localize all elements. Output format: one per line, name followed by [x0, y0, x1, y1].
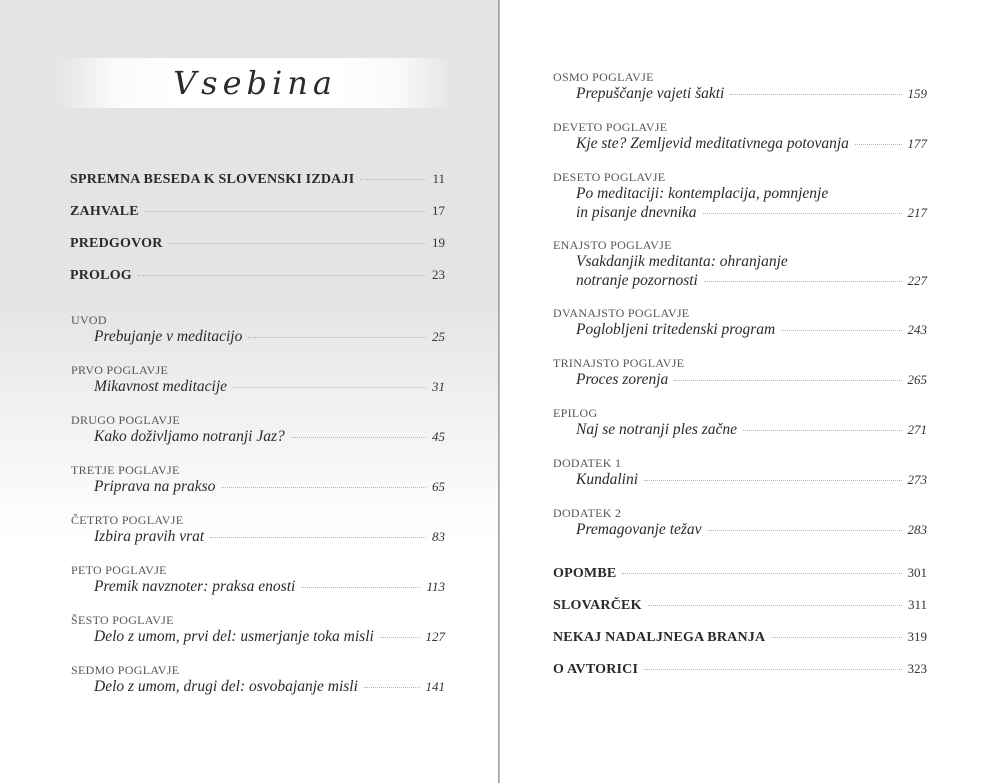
chapter-title-line1: Vsakdanjik meditanta: ohranjanje: [576, 253, 788, 270]
dot-leader: [360, 179, 426, 180]
dot-leader: [210, 537, 426, 538]
chapter-heading: ČETRTO POGLAVJE: [71, 513, 184, 527]
chapter-title: in pisanje dnevnika: [576, 204, 697, 221]
chapter-title: Poglobljeni tritedenski program: [576, 321, 776, 338]
dot-leader: [364, 687, 420, 688]
entry-label: SLOVARČEK: [553, 598, 642, 613]
entry-label: PROLOG: [70, 268, 132, 283]
page-number: 45: [432, 429, 445, 444]
page-number: 177: [907, 136, 927, 151]
entry-label: PREDGOVOR: [70, 236, 163, 251]
page-number: 83: [432, 529, 445, 544]
dot-leader: [138, 275, 426, 276]
chapter-heading: DRUGO POGLAVJE: [71, 413, 180, 427]
toc-entry-chapter[interactable]: [553, 406, 927, 439]
toc-entry-chapter[interactable]: [553, 70, 927, 103]
dot-leader: [233, 387, 426, 388]
page-number: 11: [432, 171, 445, 186]
page-number: 283: [907, 522, 927, 537]
chapter-heading: DESETO POGLAVJE: [553, 170, 666, 184]
chapter-heading: TRINAJSTO POGLAVJE: [553, 356, 685, 370]
toc-entry-chapter[interactable]: [553, 120, 927, 153]
dot-leader: [648, 605, 902, 606]
page-number: 311: [907, 597, 927, 612]
toc-entry-chapter[interactable]: [71, 663, 445, 696]
toc-entry-front-matter[interactable]: [70, 267, 445, 284]
page-number: 319: [907, 629, 927, 644]
page-number: 265: [907, 372, 927, 387]
chapter-heading: DVANAJSTO POGLAVJE: [553, 306, 690, 320]
chapter-heading: UVOD: [71, 313, 107, 327]
page-number: 65: [432, 479, 445, 494]
toc-entry-chapter[interactable]: [553, 306, 927, 339]
chapter-title: Delo z umom, drugi del: osvobajanje misli: [94, 678, 358, 695]
dot-leader: [674, 380, 901, 381]
chapter-heading: OSMO POGLAVJE: [553, 70, 654, 84]
toc-entry-chapter[interactable]: [71, 313, 445, 346]
chapter-title: Prebujanje v meditacijo: [94, 328, 243, 345]
chapter-title: Premagovanje težav: [576, 521, 702, 538]
chapter-heading: ENAJSTO POGLAVJE: [553, 238, 672, 252]
page-number: 141: [425, 679, 445, 694]
chapter-title: Naj se notranji ples začne: [576, 421, 738, 438]
page-number: 159: [907, 86, 927, 101]
chapter-title: Delo z umom, prvi del: usmerjanje toka misli: [94, 628, 374, 645]
chapter-title: Mikavnost meditacije: [94, 378, 227, 395]
entry-label: O AVTORICI: [553, 662, 639, 677]
page-number: 127: [425, 629, 445, 644]
chapter-heading: SEDMO POGLAVJE: [71, 663, 180, 677]
page-number: 271: [907, 422, 927, 437]
page-number: 19: [432, 235, 445, 250]
chapter-heading: TRETJE POGLAVJE: [71, 463, 180, 477]
entry-label: SPREMNA BESEDA K SLOVENSKI IZDAJI: [70, 172, 355, 187]
chapter-title: Kundalini: [576, 471, 639, 488]
page-number: 25: [432, 329, 445, 344]
page-number: 301: [907, 565, 927, 580]
dot-leader: [169, 243, 426, 244]
toc-entry-chapter[interactable]: [71, 613, 445, 646]
dot-leader: [708, 530, 902, 531]
chapter-title-line1: Po meditaciji: kontemplacija, pomnjenje: [576, 185, 829, 202]
toc-entry-chapter[interactable]: [71, 513, 445, 546]
chapter-heading: PRVO POGLAVJE: [71, 363, 169, 377]
page-number: 23: [432, 267, 445, 282]
toc-entry-chapter[interactable]: [553, 170, 927, 222]
toc-entry-chapter[interactable]: [553, 456, 927, 489]
chapter-heading: DODATEK 1: [553, 456, 622, 470]
page-number: 113: [426, 579, 445, 594]
chapter-heading: DEVETO POGLAVJE: [553, 120, 668, 134]
toc-entry-back-matter[interactable]: [553, 597, 927, 614]
toc-entry-front-matter[interactable]: [70, 203, 445, 220]
dot-leader: [248, 337, 426, 338]
dot-leader: [704, 281, 902, 282]
page-number: 227: [907, 273, 927, 288]
entry-label: NEKAJ NADALJNEGA BRANJA: [553, 630, 766, 645]
toc-entry-back-matter[interactable]: [553, 565, 927, 582]
dot-leader: [145, 211, 426, 212]
dot-leader: [644, 480, 901, 481]
page-number: 17: [432, 203, 445, 218]
chapter-title: Prepuščanje vajeti šakti: [576, 85, 725, 102]
dot-leader: [380, 637, 420, 638]
entry-label: OPOMBE: [553, 566, 617, 581]
toc-entry-front-matter[interactable]: [70, 171, 445, 188]
chapter-title: Proces zorenja: [576, 371, 669, 388]
dot-leader: [703, 213, 902, 214]
toc-entry-chapter[interactable]: [553, 238, 927, 290]
page-number: 31: [432, 379, 445, 394]
toc-entry-chapter[interactable]: [553, 506, 927, 539]
page-number: 273: [907, 472, 927, 487]
dot-leader: [622, 573, 901, 574]
chapter-title: notranje pozornosti: [576, 272, 698, 289]
toc-entry-chapter[interactable]: [71, 463, 445, 496]
toc-title: Vsebina: [173, 64, 337, 102]
page-number: 323: [907, 661, 927, 676]
page-number: 217: [907, 205, 927, 220]
dot-leader: [221, 487, 426, 488]
dot-leader: [743, 430, 901, 431]
toc-title-band: [55, 58, 455, 108]
dot-leader: [301, 587, 420, 588]
chapter-title: Premik navznoter: praksa enosti: [94, 578, 296, 595]
toc-entry-chapter[interactable]: [553, 356, 927, 389]
dot-leader: [855, 144, 902, 145]
dot-leader: [291, 437, 426, 438]
chapter-heading: DODATEK 2: [553, 506, 622, 520]
toc-entry-chapter[interactable]: [71, 363, 445, 396]
entry-label: ZAHVALE: [70, 204, 139, 219]
dot-leader: [644, 669, 901, 670]
dot-leader: [771, 637, 901, 638]
chapter-title: Izbira pravih vrat: [94, 528, 205, 545]
toc-entry-chapter[interactable]: [71, 563, 445, 596]
dot-leader: [781, 330, 901, 331]
dot-leader: [730, 94, 901, 95]
chapter-title: Priprava na prakso: [94, 478, 216, 495]
chapter-heading: PETO POGLAVJE: [71, 563, 167, 577]
chapter-title: Kako doživljamo notranji Jaz?: [94, 428, 285, 445]
chapter-title: Kje ste? Zemljevid meditativnega potovanja: [576, 135, 849, 152]
toc-entry-back-matter[interactable]: [553, 629, 927, 646]
toc-entry-front-matter[interactable]: [70, 235, 445, 252]
chapter-heading: EPILOG: [553, 406, 598, 420]
chapter-heading: ŠESTO POGLAVJE: [71, 613, 174, 627]
toc-entry-back-matter[interactable]: [553, 661, 927, 678]
page-number: 243: [907, 322, 927, 337]
toc-entry-chapter[interactable]: [71, 413, 445, 446]
